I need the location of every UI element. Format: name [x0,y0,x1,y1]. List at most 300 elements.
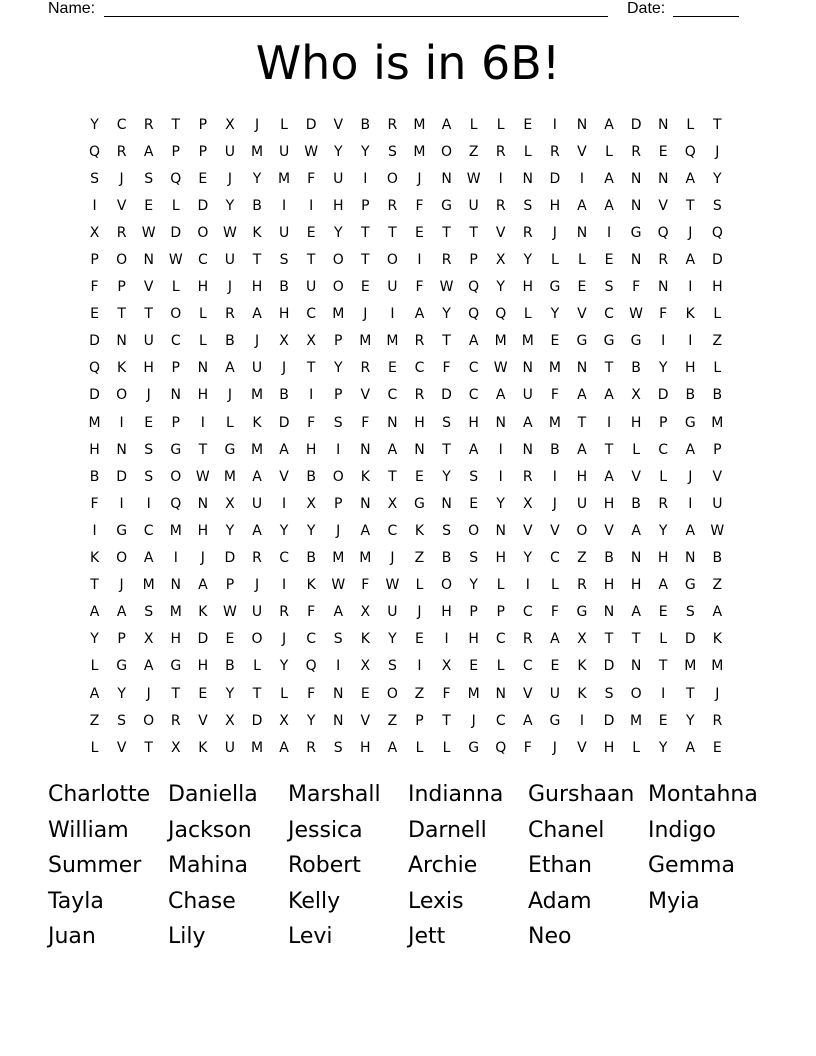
grid-letter: S [279,252,289,269]
grid-letter: Y [496,495,505,512]
grid-letter: S [144,468,154,485]
grid-letter: G [684,577,696,594]
grid-letter: A [604,468,614,485]
grid-letter: N [360,495,371,512]
grid-letter: P [198,116,208,133]
grid-letter: I [525,577,530,594]
grid-letter: I [173,550,178,567]
grid-letter: B [712,550,723,567]
grid-letter: N [685,550,696,567]
grid-letter: I [579,712,585,729]
grid-letter: C [658,441,669,458]
grid-letter: J [227,170,232,187]
grid-letter: A [360,522,371,539]
grid-letter: J [471,712,476,729]
word-bank-item: Gurshaan [528,782,635,807]
grid-letter: L [523,143,532,160]
grid-letter: R [495,197,506,214]
grid-letter: A [198,577,208,594]
grid-row [81,219,731,246]
grid-letter: E [387,360,397,377]
grid-letter: N [170,387,182,404]
grid-letter: L [90,739,99,756]
grid-letter: A [685,739,696,756]
letter-grid [81,111,731,761]
grid-letter: W [223,604,237,621]
grid-letter: B [306,468,316,485]
grid-letter: E [550,333,560,350]
grid-letter: U [224,143,236,160]
grid-letter: N [630,197,642,214]
grid-letter: C [170,333,181,350]
grid-letter: Y [225,522,235,539]
grid-letter: C [116,116,127,133]
grid-letter: P [334,495,343,512]
grid-letter: H [468,414,479,431]
grid-row [81,545,731,572]
grid-letter: K [252,414,262,431]
grid-letter: C [522,604,533,621]
grid-letter: K [360,631,370,648]
grid-letter: O [197,224,209,241]
word-bank-item: Tayla [48,888,104,914]
grid-letter: Q [684,143,696,160]
grid-letter: X [360,658,371,675]
grid-letter: O [170,306,182,323]
grid-row [81,165,731,192]
grid-letter: J [552,495,557,512]
grid-letter: V [658,197,668,214]
grid-letter: S [117,712,127,729]
grid-letter: P [469,604,478,621]
grid-letter: F [550,387,559,404]
grid-letter: D [197,631,209,648]
grid-letter: M [332,306,345,323]
word-bank-item: Lexis [408,888,464,914]
grid-letter: Y [523,550,533,567]
word-bank-item: Chase [168,888,236,914]
word-bank-item: William [48,817,129,843]
grid-letter: J [688,224,693,241]
grid-letter: L [280,685,288,702]
grid-letter: H [305,441,317,458]
grid-letter: B [306,550,316,567]
grid-letter: W [304,143,319,160]
grid-letter: C [495,631,506,648]
grid-letter: K [198,604,208,621]
grid-letter: F [361,577,370,594]
grid-letter: M [684,658,697,675]
grid-row [81,246,731,273]
grid-letter: H [603,739,615,756]
grid-letter: E [523,116,533,133]
word-bank-item: Neo [528,924,572,950]
grid-letter: N [333,685,344,702]
grid-letter: S [144,170,154,187]
grid-letter: S [144,604,154,621]
grid-letter: C [197,252,208,269]
grid-letter: I [417,658,422,675]
grid-letter: G [630,224,642,241]
grid-row [81,626,731,653]
grid-letter: I [309,387,314,404]
grid-letter: L [226,414,234,431]
grid-letter: Q [170,170,182,187]
grid-letter: J [227,387,232,404]
grid-letter: P [658,414,668,431]
grid-letter: W [141,224,156,241]
grid-letter: A [523,414,533,431]
word-bank-item: Indianna [408,782,504,807]
grid-letter: J [146,685,151,702]
grid-letter: N [441,495,452,512]
grid-letter: F [307,414,316,431]
grid-letter: Q [495,739,507,756]
grid-letter: I [606,224,612,241]
grid-letter: X [225,495,235,512]
grid-letter: E [469,658,479,675]
grid-letter: M [359,333,372,350]
grid-letter: I [119,495,124,512]
grid-row [81,274,731,301]
grid-letter: Y [252,170,262,187]
page-title: Who is in 6B! [255,36,561,90]
grid-letter: X [495,252,506,269]
grid-letter: L [632,441,640,458]
grid-letter: R [387,197,398,214]
word-bank-item: Jackson [168,817,252,843]
grid-letter: S [523,197,533,214]
grid-letter: Z [712,577,723,594]
grid-letter: V [577,739,587,756]
grid-letter: P [225,577,235,594]
grid-letter: T [144,739,153,756]
grid-letter: Y [90,116,99,133]
grid-letter: T [469,224,478,241]
grid-letter: U [224,739,236,756]
grid-letter: I [444,631,449,648]
grid-letter: D [116,468,127,485]
grid-letter: U [251,604,263,621]
grid-letter: R [387,116,398,133]
grid-letter: C [306,631,317,648]
grid-letter: R [414,387,425,404]
grid-letter: R [658,252,669,269]
grid-letter: A [89,604,100,621]
grid-letter: T [604,441,614,458]
grid-letter: O [251,631,263,648]
grid-letter: J [552,224,557,241]
grid-letter: B [252,197,262,214]
grid-letter: S [469,468,479,485]
grid-letter: G [630,333,642,350]
grid-letter: M [413,143,426,160]
grid-letter: E [415,631,424,648]
word-bank-item: Ethan [528,853,592,879]
grid-letter: X [89,224,100,241]
grid-letter: O [116,550,128,567]
grid-letter: B [279,279,289,296]
grid-letter: N [170,577,182,594]
grid-letter: A [658,577,668,594]
grid-letter: B [225,333,235,350]
grid-letter: L [496,116,505,133]
word-bank-item: Mahina [168,853,248,879]
grid-letter: F [523,739,532,756]
grid-letter: B [360,116,371,133]
grid-letter: N [441,170,452,187]
grid-letter: G [576,604,588,621]
grid-letter: M [630,712,643,729]
grid-letter: O [332,252,344,269]
grid-row [81,409,731,436]
grid-letter: L [632,739,640,756]
grid-letter: Y [523,252,533,269]
grid-letter: M [521,333,534,350]
word-bank-item: Marshall [288,782,381,807]
grid-letter: A [577,197,587,214]
grid-letter: H [468,631,479,648]
grid-letter: J [227,279,232,296]
grid-letter: O [116,252,128,269]
grid-letter: I [498,170,503,187]
grid-letter: T [388,224,397,241]
grid-letter: L [496,577,505,594]
grid-letter: A [252,306,262,323]
grid-letter: V [116,739,127,756]
name-line [104,16,608,17]
grid-row [81,301,731,328]
grid-letter: T [144,306,153,323]
word-bank-item: Gemma [648,853,735,879]
grid-letter: F [307,170,316,187]
grid-letter: A [604,387,614,404]
grid-letter: R [279,604,289,621]
grid-letter: D [305,116,317,133]
grid-letter: R [631,143,641,160]
grid-letter: X [225,712,235,729]
grid-letter: U [278,143,290,160]
grid-letter: C [468,387,479,404]
grid-letter: D [170,224,182,241]
grid-letter: Y [225,197,235,214]
grid-letter: H [630,577,642,594]
grid-letter: R [658,495,669,512]
grid-letter: Y [117,685,126,702]
grid-letter: U [224,252,236,269]
grid-letter: E [712,739,722,756]
grid-letter: J [688,468,693,485]
grid-letter: H [441,604,452,621]
grid-letter: I [661,685,666,702]
grid-letter: H [197,658,209,675]
grid-letter: H [332,197,344,214]
grid-letter: Q [711,224,723,241]
grid-letter: W [195,468,210,485]
grid-letter: I [282,197,287,214]
grid-letter: T [198,441,208,458]
grid-letter: W [168,252,183,269]
grid-letter: P [117,279,126,296]
grid-letter: E [415,468,424,485]
grid-letter: U [251,360,263,377]
grid-letter: N [576,224,588,241]
grid-letter: O [576,522,588,539]
grid-letter: Y [306,522,316,539]
name-label: Name: [48,0,96,17]
grid-letter: H [170,631,182,648]
grid-letter: T [361,252,370,269]
grid-letter: H [495,550,506,567]
grid-letter: X [631,387,641,404]
grid-letter: F [361,414,370,431]
grid-letter: W [493,360,508,377]
grid-letter: F [442,685,451,702]
grid-letter: B [712,387,723,404]
grid-letter: R [522,468,533,485]
word-bank-item: Chanel [528,817,605,843]
grid-letter: Y [658,739,668,756]
grid-letter: F [632,279,641,296]
grid-letter: A [685,252,696,269]
grid-letter: Z [577,550,587,567]
grid-letter: H [576,468,588,485]
grid-letter: P [90,252,99,269]
grid-letter: M [223,468,236,485]
grid-letter: T [306,252,316,269]
grid-letter: I [146,495,151,512]
grid-letter: S [144,441,154,458]
grid-letter: A [685,522,696,539]
grid-letter: M [467,685,480,702]
grid-letter: B [279,387,289,404]
grid-letter: U [306,279,317,296]
grid-letter: P [361,197,370,214]
grid-letter: H [197,522,209,539]
grid-letter: M [250,143,264,160]
grid-letter: P [334,387,343,404]
grid-letter: D [684,631,696,648]
grid-row [81,517,731,544]
grid-letter: O [468,522,480,539]
grid-letter: A [468,441,479,458]
grid-letter: M [88,414,101,431]
grid-letter: G [414,495,425,512]
grid-letter: A [279,441,289,458]
grid-letter: O [332,468,344,485]
grid-letter: A [89,685,100,702]
grid-letter: W [466,170,481,187]
grid-letter: C [495,712,506,729]
grid-letter: G [116,522,128,539]
grid-letter: O [116,387,128,404]
grid-letter: Y [442,306,451,323]
grid-letter: T [631,631,641,648]
grid-letter: M [386,333,399,350]
grid-letter: A [523,712,533,729]
grid-letter: M [250,441,264,458]
grid-letter: G [576,333,588,350]
grid-letter: M [413,116,426,133]
grid-letter: F [307,685,316,702]
grid-letter: B [225,658,235,675]
grid-letter: A [279,739,289,756]
grid-letter: T [90,577,99,594]
grid-letter: X [279,712,289,729]
grid-letter: V [712,468,723,485]
grid-letter: H [414,414,425,431]
grid-letter: D [89,387,100,404]
grid-letter: D [441,387,452,404]
grid-letter: J [715,685,720,702]
grid-letter: R [522,631,533,648]
grid-letter: T [252,252,262,269]
grid-letter: E [306,224,316,241]
word-bank-item: Robert [288,853,361,879]
grid-letter: P [469,252,478,269]
grid-letter: R [225,306,235,323]
grid-letter: D [549,170,561,187]
grid-letter: S [387,143,397,160]
grid-letter: S [604,685,614,702]
grid-letter: K [252,224,262,241]
grid-letter: V [523,522,533,539]
grid-letter: B [441,550,452,567]
grid-letter: V [495,224,506,241]
grid-letter: C [143,522,154,539]
grid-letter: A [468,333,479,350]
grid-letter: R [577,577,587,594]
grid-letter: H [197,387,209,404]
grid-letter: C [279,550,289,567]
grid-letter: Y [685,712,695,729]
grid-letter: Y [713,170,722,187]
worksheet-header [48,0,748,20]
grid-letter: T [658,658,668,675]
grid-letter: V [279,468,289,485]
grid-letter: P [117,631,126,648]
grid-letter: A [252,522,262,539]
grid-letter: T [685,685,695,702]
grid-letter: I [92,197,97,214]
word-bank-item: Jessica [288,817,363,843]
grid-letter: M [250,739,264,756]
grid-letter: L [171,197,180,214]
grid-letter: N [657,170,669,187]
grid-letter: P [171,143,180,160]
grid-letter: O [143,712,155,729]
grid-letter: U [143,333,154,350]
grid-letter: B [685,387,696,404]
grid-letter: W [629,306,644,323]
grid-letter: K [117,360,127,377]
grid-letter: E [90,306,99,323]
grid-letter: I [552,468,557,485]
word-bank-item: Charlotte [48,782,151,807]
grid-letter: O [386,170,398,187]
grid-row [81,436,731,463]
grid-letter: G [468,739,480,756]
grid-letter: D [224,550,236,567]
grid-letter: B [550,441,560,458]
grid-letter: L [90,658,99,675]
grid-letter: L [550,577,559,594]
grid-letter: Y [333,224,343,241]
grid-letter: Y [279,522,289,539]
grid-letter: A [387,739,398,756]
grid-letter: R [414,333,425,350]
grid-letter: T [713,116,722,133]
